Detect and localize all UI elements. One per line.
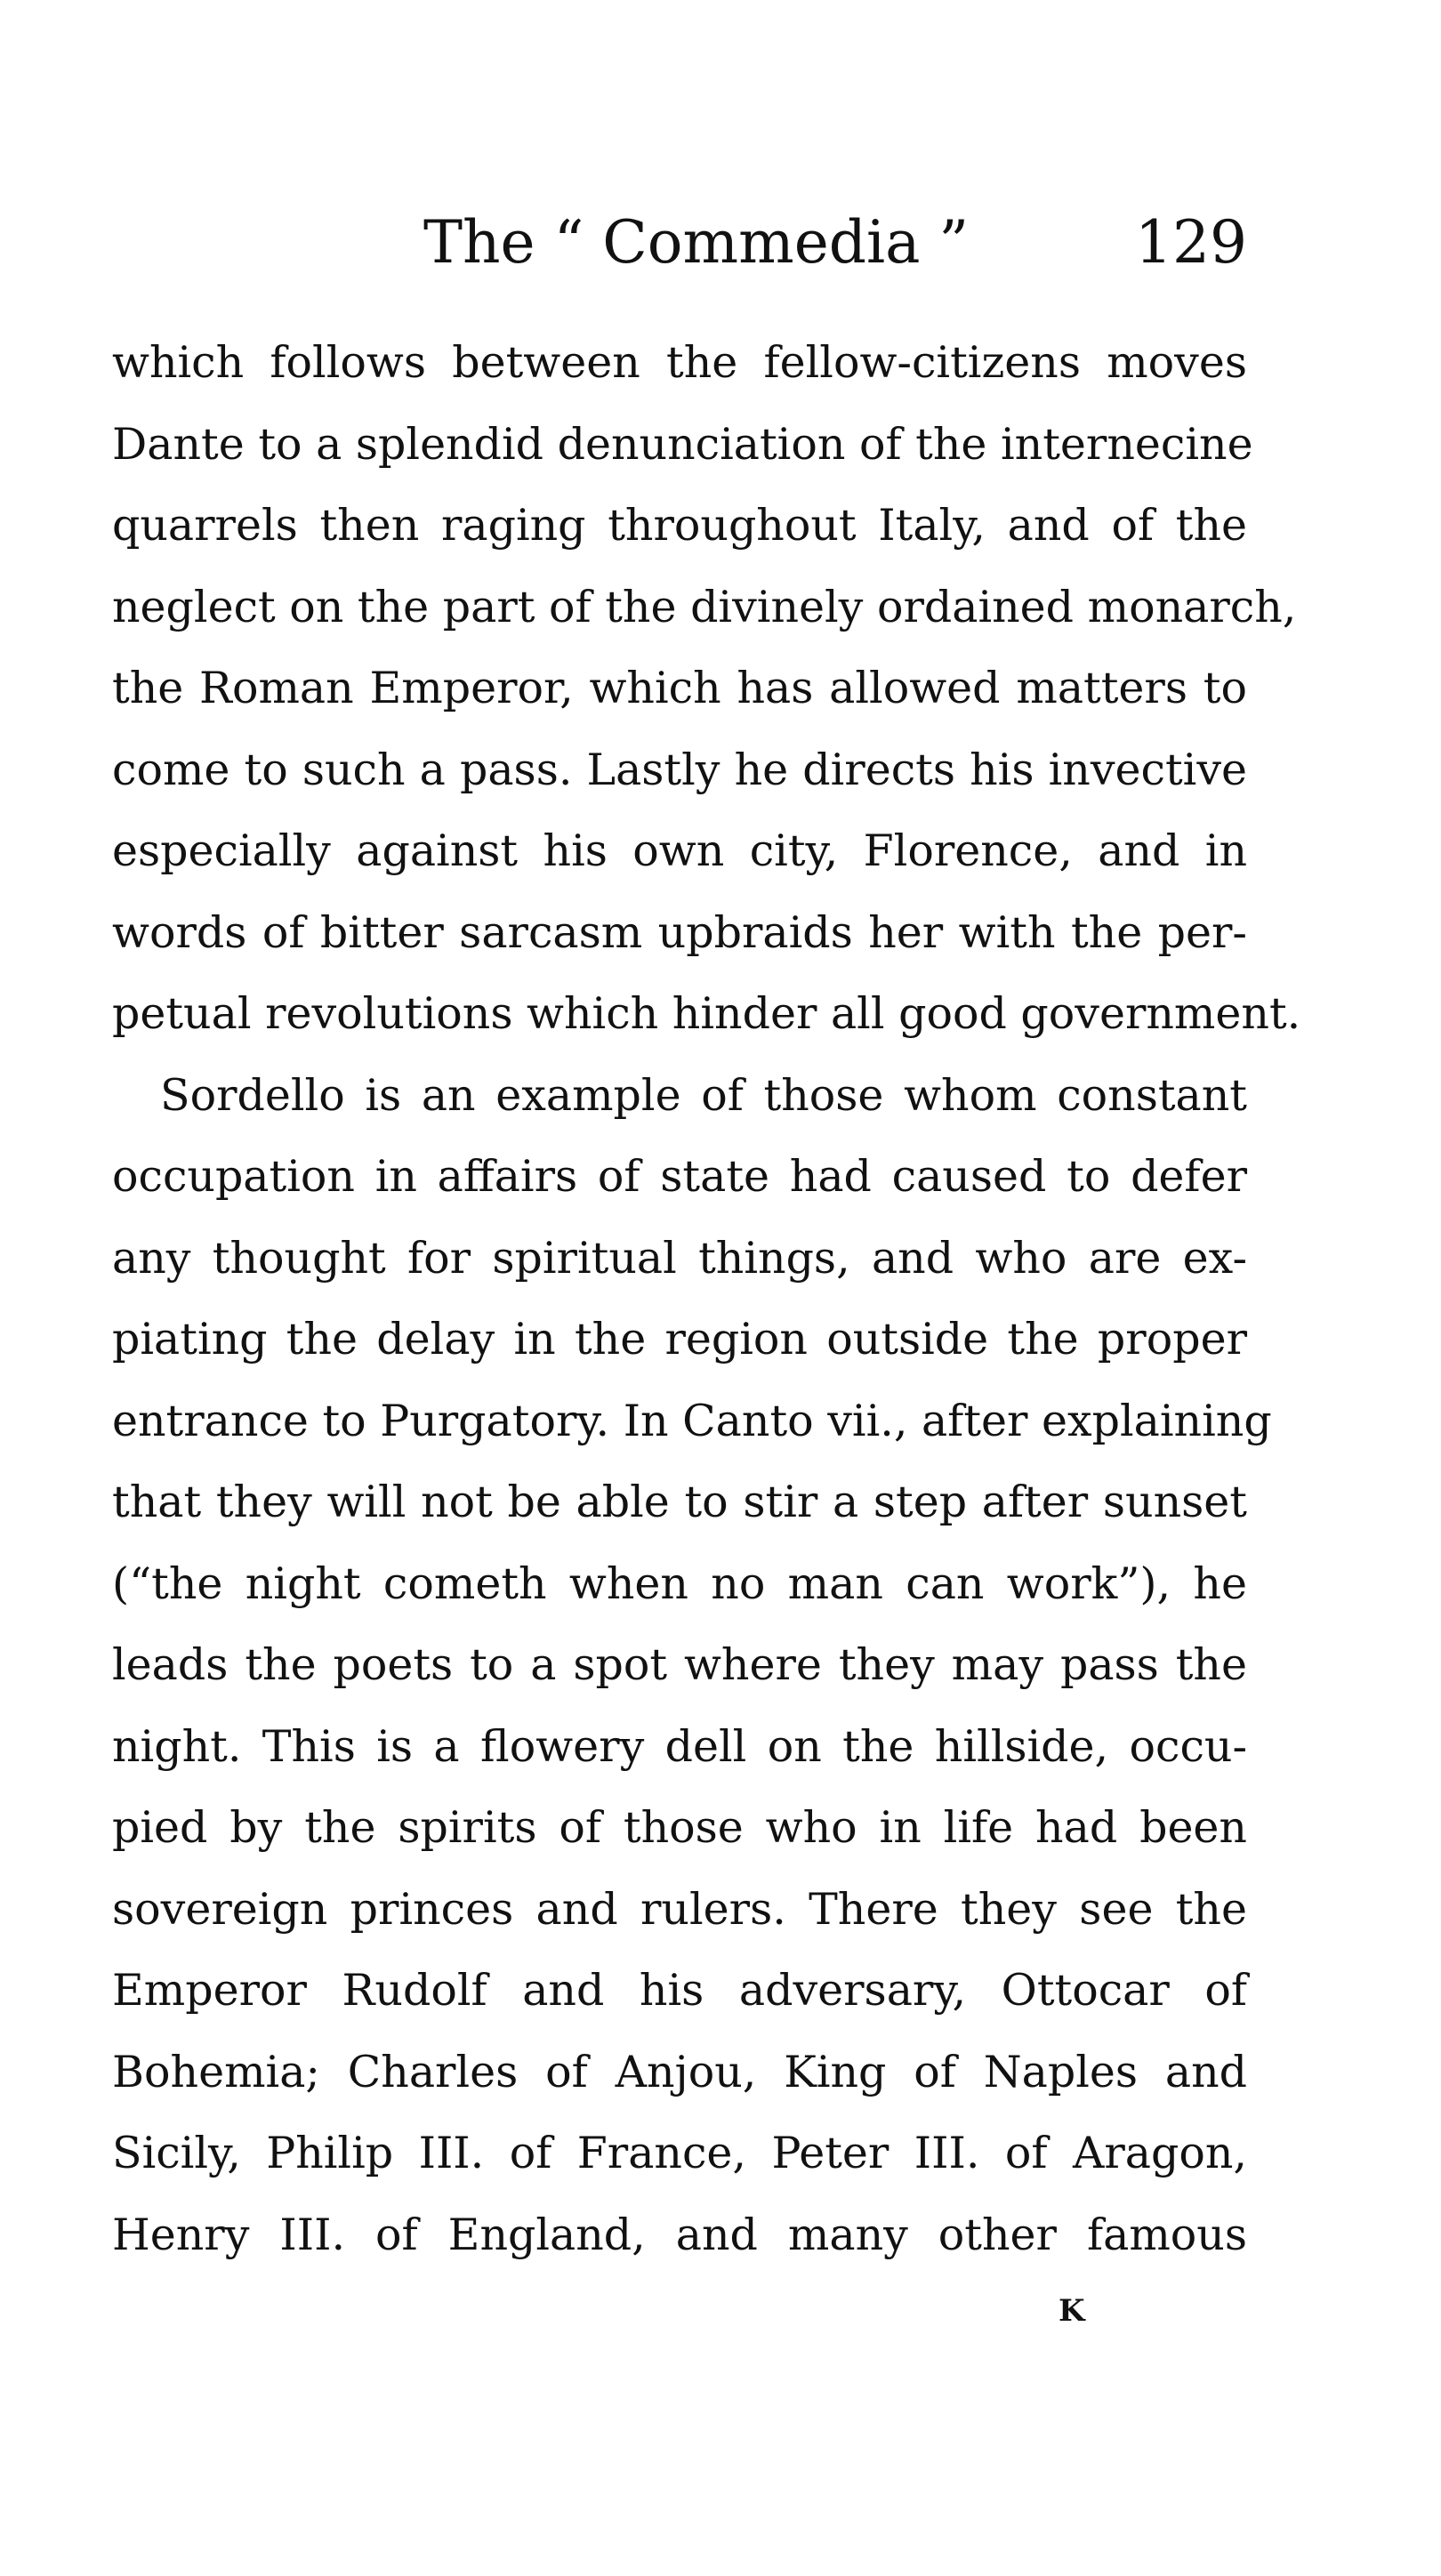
text-line: words of bitter sarcasm upbraids her with the per- — [112, 906, 1247, 958]
body-text — [112, 322, 1301, 2275]
text-line: leads the poets to a spot where they may pass the — [112, 1639, 1247, 1690]
text-line: especially against his own city, Florence, and in — [112, 825, 1247, 876]
page-number: 129 — [1135, 208, 1247, 277]
text-line: petual revolutions which hinder all good government. — [112, 988, 1301, 1039]
running-head — [112, 203, 1247, 283]
text-line: neglect on the part of the divinely ordained monarch, — [112, 581, 1297, 632]
text-line: piating the delay in the region outside the proper — [112, 1314, 1247, 1364]
text-line: quarrels then raging throughout Italy, and of the — [112, 500, 1247, 551]
text-line: (“the night cometh when no man can work”), he — [112, 1558, 1247, 1609]
text-line: entrance to Purgatory. In Canto vii., after explaining — [112, 1395, 1272, 1446]
signature-mark: K — [1059, 2293, 1085, 2329]
text-line: Sicily, Philip III. of France, Peter III. of Aragon, — [112, 2128, 1247, 2178]
text-line: come to such a pass. Lastly he directs his invective — [112, 744, 1247, 795]
text-line: Bohemia; Charles of Anjou, King of Naples and — [112, 2046, 1247, 2097]
text-line: Dante to a splendid denunciation of the internecine — [112, 418, 1253, 470]
text-line: sovereign princes and rulers. There they see the — [112, 1883, 1247, 1935]
text-line: any thought for spiritual things, and who are ex- — [112, 1232, 1247, 1284]
text-line: pied by the spirits of those who in life had been — [112, 1802, 1247, 1853]
running-title: The “ Commedia ” — [423, 208, 970, 277]
text-line: Emperor Rudolf and his adversary, Ottocar of — [112, 1965, 1247, 2016]
text-line: the Roman Emperor, which has allowed matters to — [112, 663, 1247, 713]
text-line: Sordello is an example of those whom constant — [160, 1069, 1247, 1121]
text-line: which follows between the fellow-citizens moves — [112, 337, 1247, 388]
text-line: that they will not be able to stir a step after sunset — [112, 1477, 1247, 1527]
text-line: Henry III. of England, and many other famous — [112, 2209, 1247, 2260]
text-line: occupation in affairs of state had caused to defer — [112, 1151, 1247, 1202]
text-line: night. This is a flowery dell on the hillside, occu- — [112, 1720, 1247, 1772]
